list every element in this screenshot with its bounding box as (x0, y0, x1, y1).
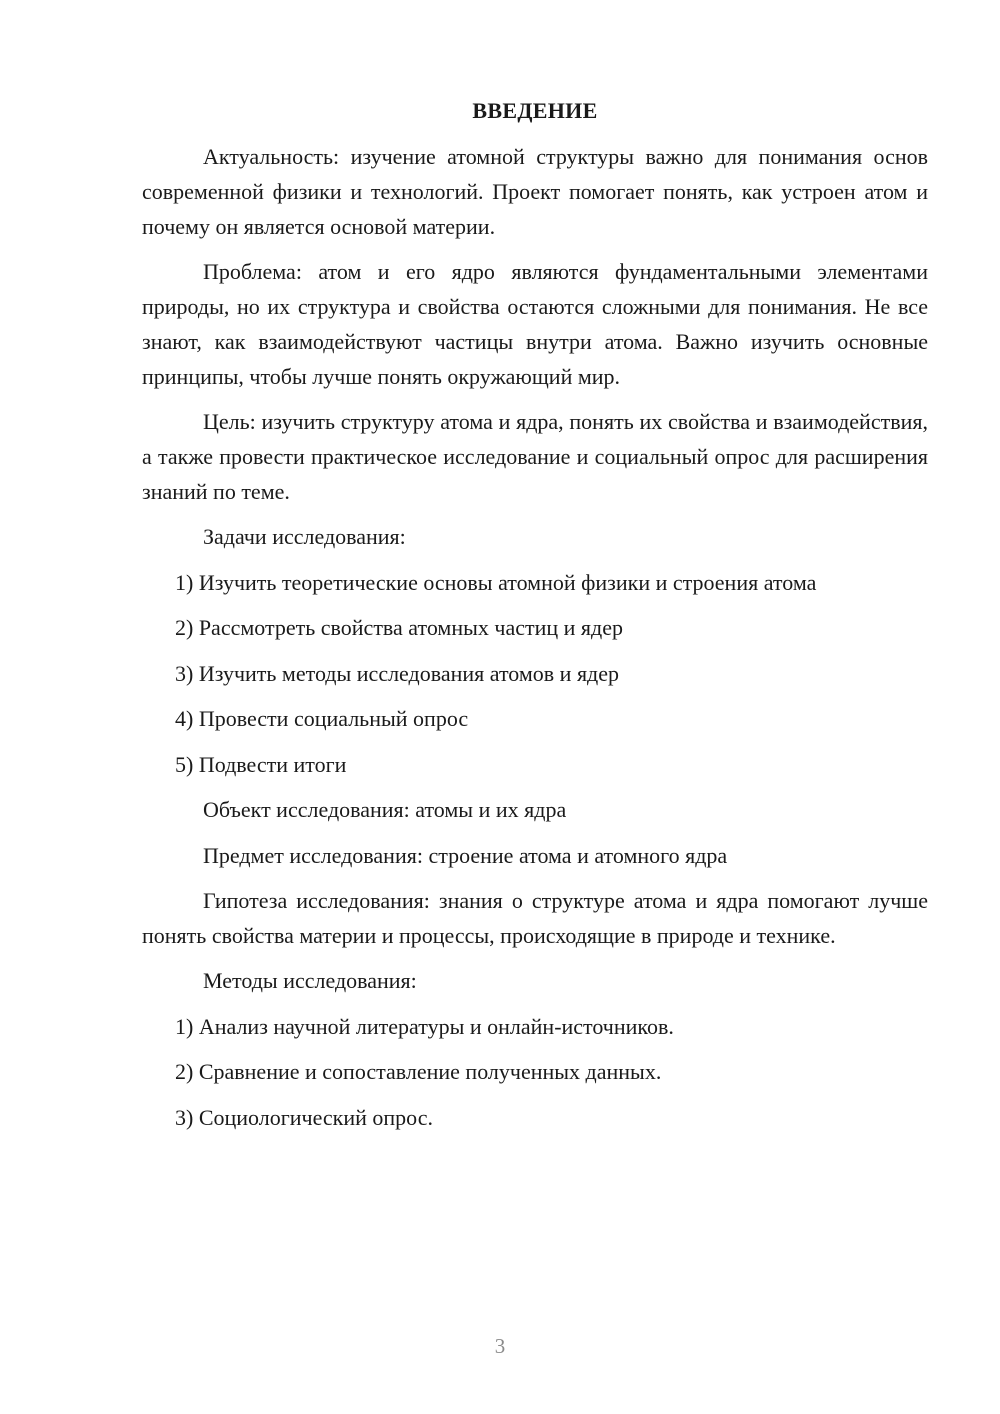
method-item: 2) Сравнение и сопоставление полученных данных. (175, 1059, 662, 1084)
research-object: Объект исследования: атомы и их ядра (203, 797, 567, 822)
method-item: 3) Социологический опрос. (175, 1104, 433, 1130)
task-item: 2) Рассмотреть свойства атомных частиц и ядер (175, 615, 623, 640)
task-item: 3) Изучить методы исследования атомов и ядер (175, 660, 620, 686)
goal-paragraph: Цель: изучить структуру атома и ядра, понять их свойства и взаимодействия, а также провести практическое исследование и социальный опрос для расширения знаний по теме. (142, 409, 928, 504)
task-item: 1) Изучить теоретические основы атомной физики и строения атома (175, 569, 817, 595)
task-item: 4) Провести социальный опрос (175, 706, 469, 731)
method-item: 1) Анализ научной литературы и онлайн-источников. (175, 1013, 674, 1039)
page-number: 3 (494, 1334, 506, 1358)
problem-paragraph: Проблема: атом и его ядро являются фундаментальными элементами природы, но их структура и свойства остаются сложными для понимания. Не все знают, как взаимодействуют частицы внутри атома. Важно изучить основные принципы, чтобы лучше понять окружающий мир. (142, 259, 928, 389)
relevance-paragraph: Актуальность: изучение атомной структуры важно для понимания основ современной физики и технологий. Проект помогает понять, как устроен атом и почему он является основой материи. (142, 144, 928, 239)
methods-title: Методы исследования: (203, 968, 417, 993)
section-heading: ВВЕДЕНИЕ (472, 98, 598, 123)
research-subject: Предмет исследования: строение атома и атомного ядра (203, 842, 728, 868)
document-page (142, 94, 928, 1145)
task-item: 5) Подвести итоги (175, 751, 347, 777)
tasks-title: Задачи исследования: (203, 524, 406, 549)
hypothesis-paragraph: Гипотеза исследования: знания о структуре атома и ядра помогают лучше понять свойства материи и процессы, происходящие в природе и технике. (142, 888, 928, 948)
